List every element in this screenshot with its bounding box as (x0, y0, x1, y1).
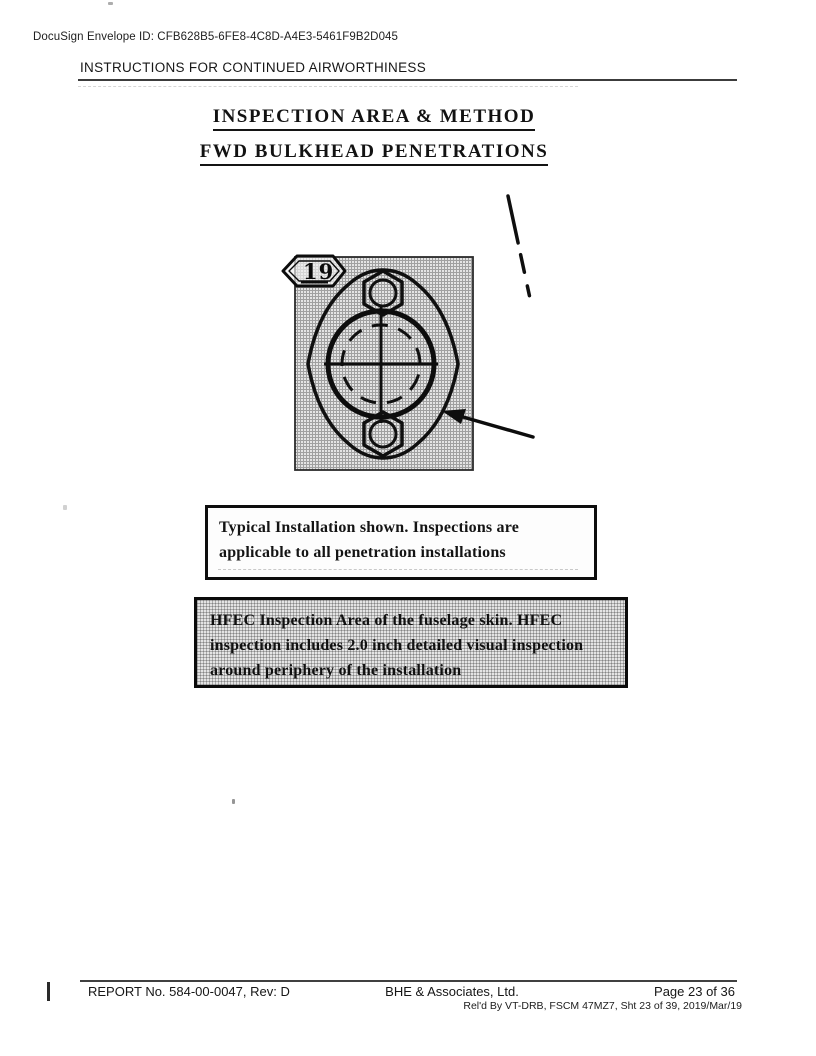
dashed-leader-line (508, 196, 531, 303)
section-title: INSPECTION AREA & METHOD (174, 105, 574, 131)
item-callout-flag (283, 256, 345, 286)
scan-artifact (108, 2, 113, 5)
footer-page-number: Page 23 of 36 (654, 984, 735, 999)
item-callout-number: 19 (303, 259, 335, 284)
page-header-title: INSTRUCTIONS FOR CONTINUED AIRWORTHINESS (80, 60, 427, 75)
scan-ghost-line (78, 86, 578, 87)
scan-artifact (232, 799, 235, 804)
footer-company-name: BHE & Associates, Ltd. (385, 984, 519, 999)
scan-noise-dashes (218, 569, 578, 570)
footer-rule (80, 980, 737, 982)
footer-report-number: REPORT No. 584-00-0047, Rev: D (88, 984, 290, 999)
note-line: applicable to all penetration installations (219, 544, 506, 561)
note-line: HFEC Inspection Area of the fuselage skin. HFEC (210, 612, 563, 629)
note-line: inspection includes 2.0 inch detailed visual inspection (210, 637, 584, 654)
penetration-figure (270, 185, 560, 485)
section-title-block (174, 105, 574, 175)
footer-release-info: Rel'd By VT-DRB, FSCM 47MZ7, Sht 23 of 39, 2019/Mar/19 (463, 1000, 742, 1012)
section-subtitle: FWD BULKHEAD PENETRATIONS (174, 140, 574, 166)
note-hfec-inspection (194, 597, 628, 688)
docusign-envelope-id: DocuSign Envelope ID: CFB628B5-6FE8-4C8D-A4E3-5461F9B2D045 (33, 31, 399, 43)
note-line: Typical Installation shown. Inspections are (219, 519, 520, 536)
page-header (78, 60, 737, 81)
note-typical-installation (205, 505, 597, 580)
note-line: around periphery of the installation (210, 662, 462, 679)
scan-artifact (63, 505, 67, 510)
revision-change-bar (47, 982, 50, 1001)
